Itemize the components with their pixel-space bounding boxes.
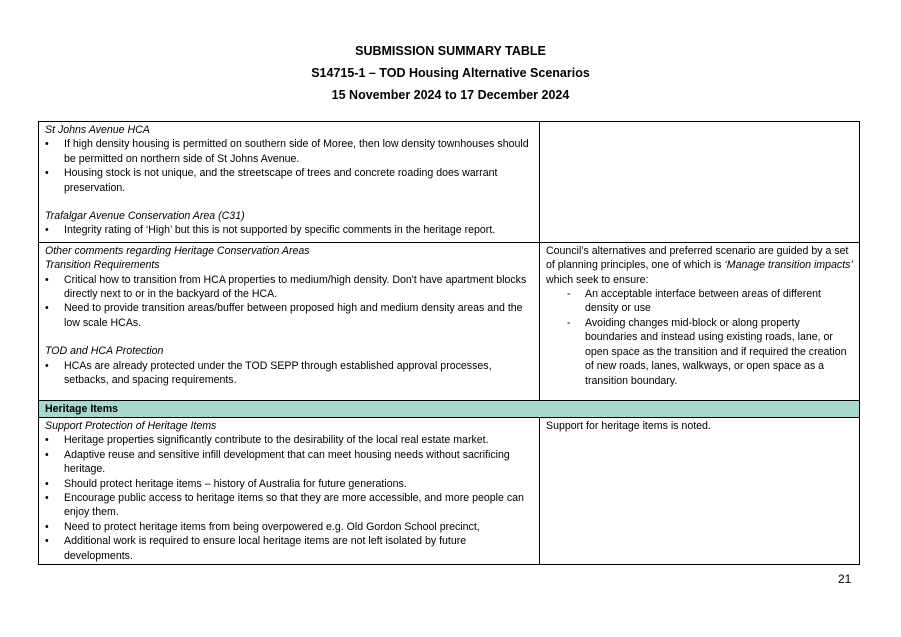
bullet-list [45, 223, 534, 237]
submission-cell [39, 417, 540, 564]
list-item: • Should protect heritage items – history of Australia for future generations. [45, 477, 534, 491]
submission-summary-table-wrap [38, 121, 859, 565]
list-item: • Adaptive reuse and sensitive infill development that can meet housing needs without sacrificing heritage. [45, 448, 534, 477]
list-item: - An acceptable interface between areas of different density or use [565, 287, 854, 316]
section-header-row [39, 400, 860, 417]
bullet-list [45, 137, 534, 195]
submission-cell [39, 122, 540, 243]
section-heading: Heritage Items [39, 400, 860, 417]
list-item: • Need to protect heritage items from being overpowered e.g. Old Gordon School precinct, [45, 520, 534, 534]
bullet-list [45, 359, 534, 388]
response-cell [540, 242, 860, 400]
document-title: SUBMISSION SUMMARY TABLE [355, 44, 546, 58]
response-cell: Support for heritage items is noted. [540, 417, 860, 564]
group-heading: Support Protection of Heritage Items [45, 419, 217, 432]
list-item: • Encourage public access to heritage items so that they are more accessible, and more people can enjoy them. [45, 491, 534, 520]
group-heading: Trafalgar Avenue Conservation Area (C31) [45, 210, 245, 223]
page-number: 21 [838, 572, 852, 586]
list-item: • Critical how to transition from HCA properties to medium/high density. Don't have apartment blocks directly next to or in the backyard of the HCA. [45, 273, 534, 302]
bullet-list [45, 273, 534, 331]
consultation-dates: 15 November 2024 to 17 December 2024 [331, 88, 570, 102]
submission-cell [39, 242, 540, 400]
table-row [39, 122, 860, 243]
document-subtitle: S14715-1 – TOD Housing Alternative Scenarios [311, 66, 590, 80]
group-heading: St Johns Avenue HCA [45, 124, 150, 136]
dash-list [546, 287, 854, 388]
bullet-list [45, 433, 534, 563]
table-row [39, 242, 860, 400]
list-item: • Additional work is required to ensure local heritage items are not left isolated by future developments. [45, 534, 534, 563]
submission-summary-table [38, 121, 860, 565]
table-row [39, 417, 860, 564]
list-item: • If high density housing is permitted on southern side of Moree, then low density townhouses should be permitted on northern side of St Johns Avenue. [45, 137, 534, 166]
list-item: • Heritage properties significantly contribute to the desirability of the local real estate market. [45, 433, 534, 447]
list-item: - Avoiding changes mid-block or along property boundaries and instead using existing roads, lane, or open space as the transition and if required the creation of new roads, lanes, walkways, or open space as a transition boundary. [565, 316, 854, 388]
list-item: • Need to provide transition areas/buffer between proposed high and medium density areas and the low scale HCAs. [45, 301, 534, 330]
group-heading: TOD and HCA Protection [45, 345, 164, 358]
group-heading: Transition Requirements [45, 259, 160, 272]
row-intro: Other comments regarding Heritage Conservation Areas [45, 244, 310, 257]
response-cell [540, 122, 860, 243]
list-item: • Integrity rating of ‘High’ but this is not supported by specific comments in the heritage report. [45, 223, 534, 237]
list-item: • Housing stock is not unique, and the streetscape of trees and concrete roading does warrant preservation. [45, 166, 534, 195]
list-item: • HCAs are already protected under the TOD SEPP through established approval processes, setbacks, and spacing requirements. [45, 359, 534, 388]
response-text: Council’s alternatives and preferred scenario are guided by a set of planning principles, one of which is ‘Manage transition impacts’ which seek to ensure: [546, 244, 853, 286]
